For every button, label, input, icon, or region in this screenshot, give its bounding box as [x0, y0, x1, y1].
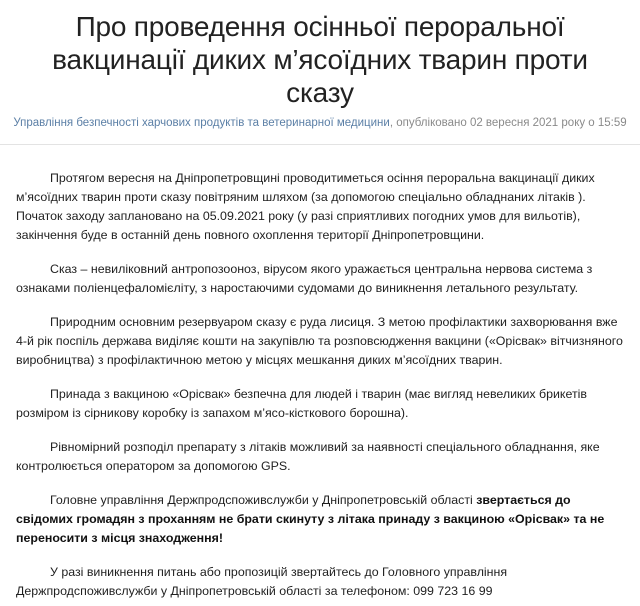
article-body [0, 169, 640, 601]
publication-date: , опубліковано 02 вересня 2021 року о 15:59 [389, 117, 627, 129]
appeal-warning: звертається до свідомих громадян з проханням не брати скинуту з літака принаду з вакциною «Орісвак» та не переносити з місця знаходження! [16, 493, 605, 545]
paragraph-contact: У разі виникнення питань або пропозицій звертайтесь до Головного управління Держпродспоживслужби у Дніпропетровській області за телефоном: 099 723 16 99 [16, 565, 508, 598]
paragraph-reservoir: Природним основним резервуаром сказу є руда лисиця. З метою профілактики захворювання вже 4-й рік поспіль держава виділяє кошти на закупівлю та розповсюдження вакцини («Орісвак» вітчизняного виробництва) з профілактичною метою у місцях мешкання диких м’ясоїдних тварин. [16, 315, 623, 367]
paragraph-campaign: Протягом вересня на Дніпропетровщині проводитиметься осіння пероральна вакцинації диких м’ясоїдних тварин проти сказу повітряним шляхом (за допомогою спеціально обладнаних літаків ). Початок заходу заплановано на 05.09.2021 року (у разі сприятливих погодних умов для вильотів), закінчення буде в останній день повного охоплення території Дніпропетровщини. [16, 171, 595, 242]
title-divider [0, 144, 640, 145]
paragraph-bait: Принада з вакциною «Орісвак» безпечна для людей і тварин (має вигляд невеликих брикетів розміром із сірникову коробку із запахом м’ясо-кісткового борошна). [16, 387, 587, 420]
paragraph-rabies: Сказ – невиліковний антропозооноз, вірусом якого уражається центральна нервова система з ознаками поліенцефаломієліту, з наростаючими судомами до виникнення летального результату. [16, 262, 593, 295]
appeal-intro: Головне управління Держпродспоживслужби у Дніпропетровській області [50, 493, 477, 507]
paragraph-appeal [16, 491, 624, 548]
article-title: Про проведення осінньої пероральної вакцинації диких м’ясоїдних тварин проти сказу [52, 11, 588, 108]
article-meta [0, 115, 640, 131]
paragraph-distribution: Рівномірний розподіл препарату з літаків можливий за наявності спеціального обладнання, яке контролюється оператором за допомогою GPS. [16, 440, 600, 473]
organization-link[interactable]: Управління безпечності харчових продуктів та ветеринарної медицини [13, 117, 390, 129]
